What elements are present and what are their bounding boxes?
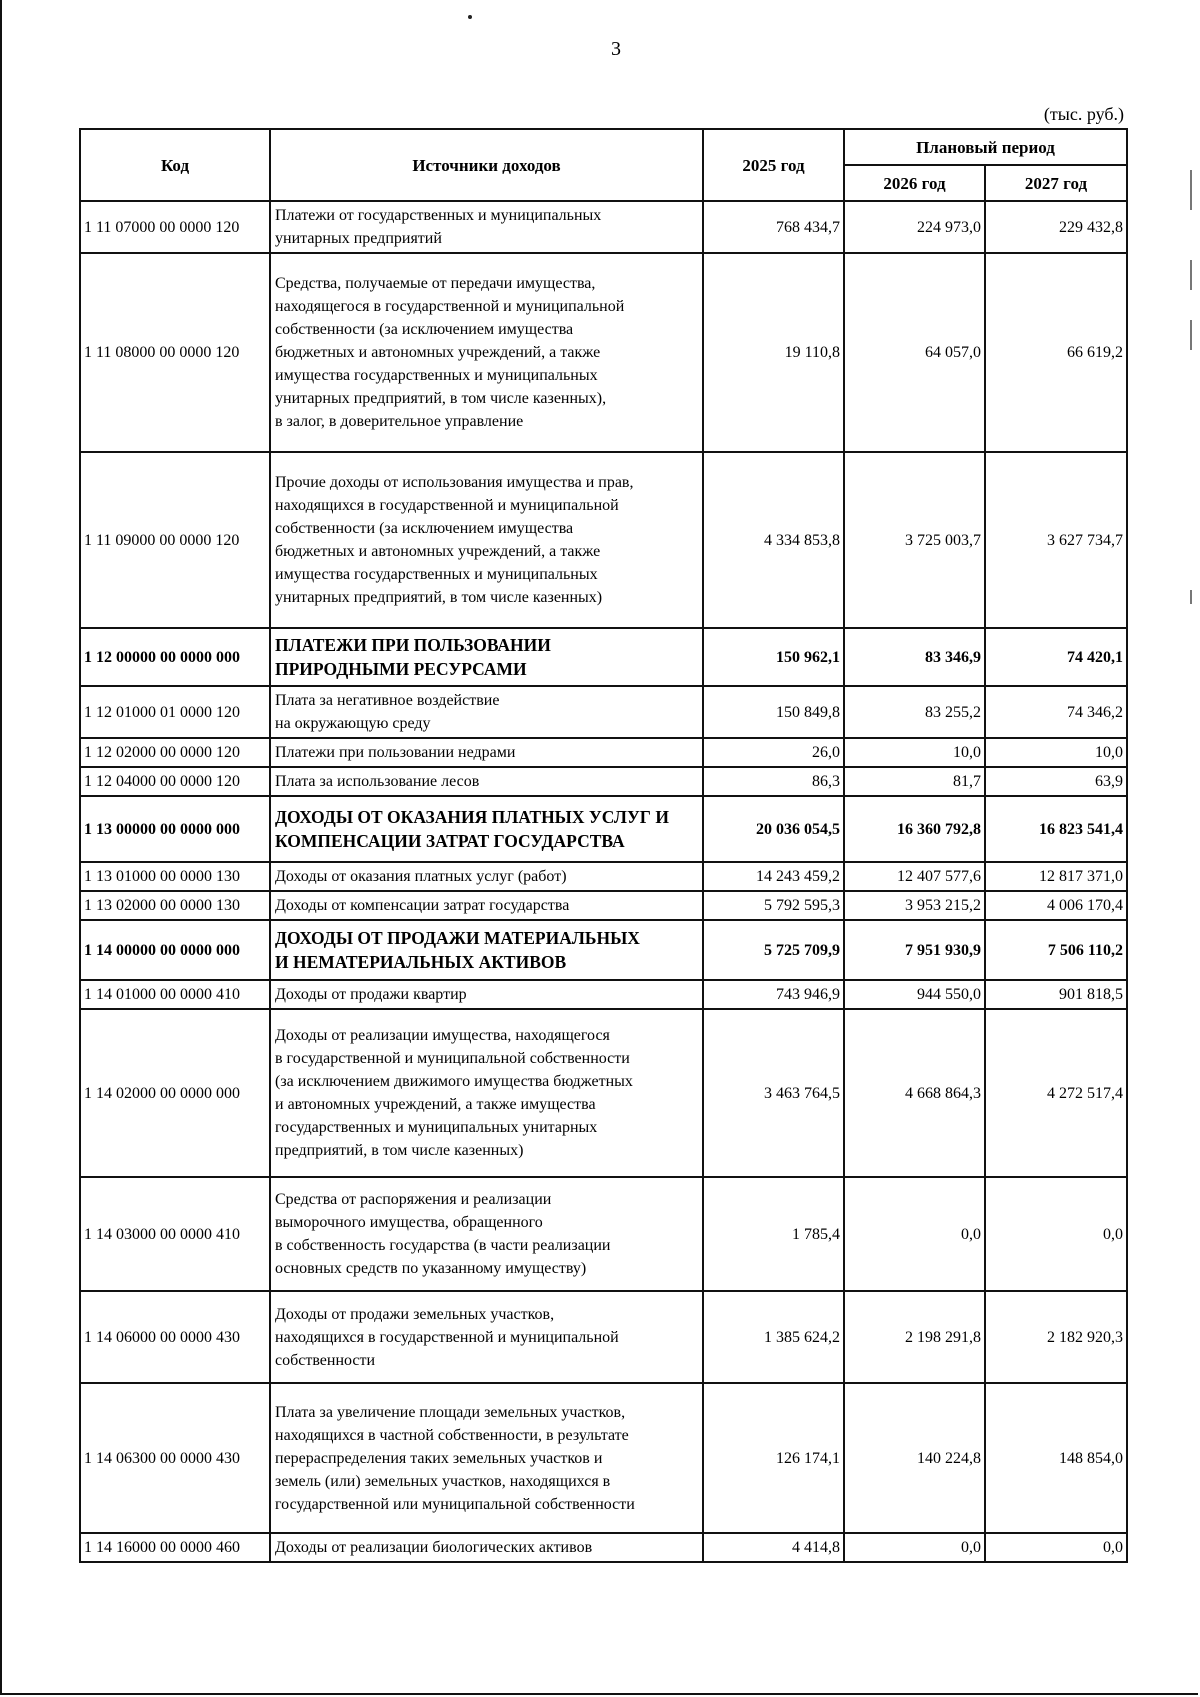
table-row — [80, 920, 1127, 980]
row-value-2027: 4 006 170,4 — [985, 891, 1127, 920]
row-source-name: Доходы от продажи земельных участков, находящихся в государственной и муниципальной собственности — [270, 1291, 703, 1383]
row-value-2027: 66 619,2 — [985, 253, 1127, 452]
row-value-2026: 140 224,8 — [844, 1383, 985, 1533]
row-value-2026: 12 407 577,6 — [844, 862, 985, 891]
row-code: 1 14 02000 00 0000 000 — [80, 1009, 270, 1177]
header-code: Код — [80, 129, 270, 201]
table-row — [80, 1009, 1127, 1177]
row-code: 1 13 00000 00 0000 000 — [80, 796, 270, 862]
row-value-2027: 2 182 920,3 — [985, 1291, 1127, 1383]
row-source-name: Доходы от компенсации затрат государства — [270, 891, 703, 920]
units-label: (тыс. руб.) — [1043, 104, 1124, 124]
row-value-2027: 0,0 — [985, 1533, 1127, 1562]
header-source: Источники доходов — [270, 129, 703, 201]
row-value-2027: 0,0 — [985, 1177, 1127, 1291]
row-source-name: Средства, получаемые от передачи имущества, находящегося в государственной и муниципальной собственности (за исключением имущества бюджетных и автономных учреждений, а также имущества государственных и муниципальных унитарных предприятий, в том числе казенных), в залог, в доверительное управление — [270, 253, 703, 452]
row-value-2025: 26,0 — [703, 738, 844, 767]
row-code: 1 11 08000 00 0000 120 — [80, 253, 270, 452]
row-value-2025: 5 792 595,3 — [703, 891, 844, 920]
revenue-table — [79, 128, 1128, 1563]
row-value-2027: 7 506 110,2 — [985, 920, 1127, 980]
row-value-2026: 16 360 792,8 — [844, 796, 985, 862]
row-value-2025: 5 725 709,9 — [703, 920, 844, 980]
row-value-2027: 12 817 371,0 — [985, 862, 1127, 891]
row-source-name: Плата за использование лесов — [270, 767, 703, 796]
table-row — [80, 862, 1127, 891]
row-source-name: Доходы от оказания платных услуг (работ) — [270, 862, 703, 891]
row-source-name: Доходы от реализации имущества, находящегося в государственной и муниципальной собственности (за исключением движимого имущества бюджетных и автономных учреждений, а также имущества государственных и муниципальных унитарных предприятий, в том числе казенных) — [270, 1009, 703, 1177]
table-row — [80, 452, 1127, 628]
row-code: 1 12 00000 00 0000 000 — [80, 628, 270, 686]
row-source-name: Платежи от государственных и муниципальных унитарных предприятий — [270, 201, 703, 253]
row-source-name: Доходы от реализации биологических активов — [270, 1533, 703, 1562]
header-planned-period: Плановый период — [844, 129, 1127, 165]
table-row — [80, 1533, 1127, 1562]
row-value-2027: 229 432,8 — [985, 201, 1127, 253]
row-source-name: ПЛАТЕЖИ ПРИ ПОЛЬЗОВАНИИ ПРИРОДНЫМИ РЕСУРСАМИ — [270, 628, 703, 686]
row-value-2027: 10,0 — [985, 738, 1127, 767]
scan-dot — [468, 15, 472, 19]
table-row — [80, 1291, 1127, 1383]
row-source-name: ДОХОДЫ ОТ ПРОДАЖИ МАТЕРИАЛЬНЫХ И НЕМАТЕРИАЛЬНЫХ АКТИВОВ — [270, 920, 703, 980]
row-value-2025: 743 946,9 — [703, 980, 844, 1009]
row-value-2027: 74 420,1 — [985, 628, 1127, 686]
row-code: 1 14 01000 00 0000 410 — [80, 980, 270, 1009]
row-value-2026: 83 255,2 — [844, 686, 985, 738]
table-row — [80, 1177, 1127, 1291]
table-body — [80, 201, 1127, 1562]
table-row — [80, 1383, 1127, 1533]
row-source-name: ДОХОДЫ ОТ ОКАЗАНИЯ ПЛАТНЫХ УСЛУГ И КОМПЕНСАЦИИ ЗАТРАТ ГОСУДАРСТВА — [270, 796, 703, 862]
header-2027: 2027 год — [985, 165, 1127, 201]
row-source-name: Средства от распоряжения и реализации выморочного имущества, обращенного в собственность государства (в части реализации основных средств по указанному имуществу) — [270, 1177, 703, 1291]
row-code: 1 14 06000 00 0000 430 — [80, 1291, 270, 1383]
table-row — [80, 253, 1127, 452]
row-value-2025: 14 243 459,2 — [703, 862, 844, 891]
row-value-2026: 3 725 003,7 — [844, 452, 985, 628]
row-value-2025: 86,3 — [703, 767, 844, 796]
row-code: 1 12 02000 00 0000 120 — [80, 738, 270, 767]
row-value-2026: 2 198 291,8 — [844, 1291, 985, 1383]
row-value-2026: 7 951 930,9 — [844, 920, 985, 980]
table-row — [80, 796, 1127, 862]
row-value-2025: 150 849,8 — [703, 686, 844, 738]
page-number: 3 — [611, 38, 621, 60]
row-value-2025: 126 174,1 — [703, 1383, 844, 1533]
row-value-2025: 150 962,1 — [703, 628, 844, 686]
row-value-2027: 148 854,0 — [985, 1383, 1127, 1533]
row-value-2025: 4 414,8 — [703, 1533, 844, 1562]
table-row — [80, 201, 1127, 253]
row-value-2025: 768 434,7 — [703, 201, 844, 253]
row-value-2026: 4 668 864,3 — [844, 1009, 985, 1177]
row-source-name: Плата за негативное воздействие на окружающую среду — [270, 686, 703, 738]
row-code: 1 13 02000 00 0000 130 — [80, 891, 270, 920]
row-source-name: Платежи при пользовании недрами — [270, 738, 703, 767]
row-code: 1 14 03000 00 0000 410 — [80, 1177, 270, 1291]
row-code: 1 13 01000 00 0000 130 — [80, 862, 270, 891]
row-value-2026: 224 973,0 — [844, 201, 985, 253]
row-source-name: Прочие доходы от использования имущества и прав, находящихся в государственной и муниципальной собственности (за исключением имущества бюджетных и автономных учреждений, а также имущества государственных и муниципальных унитарных предприятий, в том числе казенных) — [270, 452, 703, 628]
revenue-table-container — [79, 128, 1126, 1563]
row-value-2025: 4 334 853,8 — [703, 452, 844, 628]
header-2026: 2026 год — [844, 165, 985, 201]
row-value-2027: 74 346,2 — [985, 686, 1127, 738]
row-value-2026: 81,7 — [844, 767, 985, 796]
row-code: 1 14 06300 00 0000 430 — [80, 1383, 270, 1533]
row-code: 1 12 04000 00 0000 120 — [80, 767, 270, 796]
row-value-2026: 10,0 — [844, 738, 985, 767]
row-value-2026: 944 550,0 — [844, 980, 985, 1009]
row-value-2025: 19 110,8 — [703, 253, 844, 452]
row-value-2026: 0,0 — [844, 1533, 985, 1562]
row-code: 1 12 01000 01 0000 120 — [80, 686, 270, 738]
row-code: 1 11 07000 00 0000 120 — [80, 201, 270, 253]
row-value-2025: 1 385 624,2 — [703, 1291, 844, 1383]
row-value-2025: 20 036 054,5 — [703, 796, 844, 862]
row-code: 1 14 16000 00 0000 460 — [80, 1533, 270, 1562]
table-row — [80, 891, 1127, 920]
row-value-2027: 16 823 541,4 — [985, 796, 1127, 862]
row-code: 1 11 09000 00 0000 120 — [80, 452, 270, 628]
table-row — [80, 980, 1127, 1009]
row-value-2027: 4 272 517,4 — [985, 1009, 1127, 1177]
row-value-2026: 83 346,9 — [844, 628, 985, 686]
table-row — [80, 738, 1127, 767]
row-value-2027: 63,9 — [985, 767, 1127, 796]
row-code: 1 14 00000 00 0000 000 — [80, 920, 270, 980]
row-source-name: Доходы от продажи квартир — [270, 980, 703, 1009]
row-value-2026: 0,0 — [844, 1177, 985, 1291]
row-value-2026: 3 953 215,2 — [844, 891, 985, 920]
row-source-name: Плата за увеличение площади земельных участков, находящихся в частной собственности, в результате перераспределения таких земельных участков и земель (или) земельных участков, находящихся в государственной или муниципальной собственности — [270, 1383, 703, 1533]
table-row — [80, 628, 1127, 686]
table-row — [80, 767, 1127, 796]
row-value-2025: 3 463 764,5 — [703, 1009, 844, 1177]
table-row — [80, 686, 1127, 738]
row-value-2026: 64 057,0 — [844, 253, 985, 452]
row-value-2027: 901 818,5 — [985, 980, 1127, 1009]
row-value-2025: 1 785,4 — [703, 1177, 844, 1291]
row-value-2027: 3 627 734,7 — [985, 452, 1127, 628]
header-2025: 2025 год — [703, 129, 844, 201]
